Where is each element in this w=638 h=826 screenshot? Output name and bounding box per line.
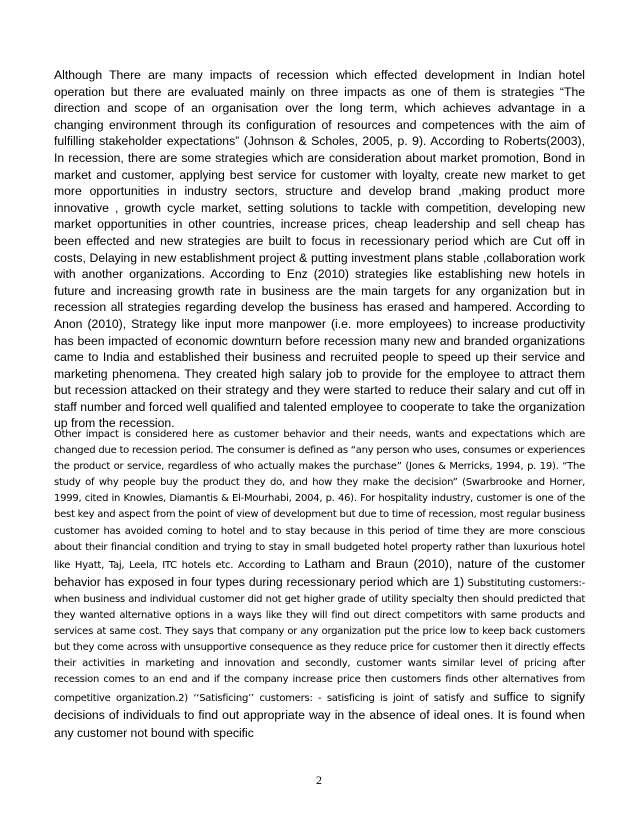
body-paragraph-customer-behavior	[54, 427, 585, 743]
paragraph-segment: Other impact is considered here as customer behavior and their needs, wants and expectations which are changed due to recession period. The consumer is defined as “any person who uses, consumes or experiences the product or service, regardless of who actually makes the purchase” (Jones & Merricks, 1994, p. 19). “The study of why people buy the product they do, and how they make the decision” (Swarbrooke and Horner, 1999, cited in Knowles, Diamantis & El-Mourhabi, 2004, p. 46). For hospitality industry, customer is one of the best key and aspect from the point of view of development but due to time of recession, most regular business customer has avoided coming to hotel and to stay because in this period of time they are more conscious about their financial condition and trying to stay in small budgeted hotel property rather than luxurious hotel like Hyatt, Taj, Leela, ITC hotels etc. According to	[54, 429, 585, 571]
page-number: 2	[316, 773, 322, 787]
paragraph-segment: Latham and Braun (2010), nature of the customer behavior has exposed in four types during recessionary period which are 1)	[54, 556, 586, 589]
body-paragraph-strategies: Although There are many impacts of recession which effected development in Indian hotel operation but there are evaluated mainly on three impacts as one of them is strategies “The direction and scope of an organisation over the long term, which achieves advantage in a changing environment through its configuration of resources and competences with the aim of fulfilling stakeholder expectations” (Johnson & Scholes, 2005, p. 9). According to Roberts(2003), In recession, there are some strategies which are consideration about market promotion, Bond in market and customer, applying best service for customer with loyalty, create new market to get more opportunities in industry sectors, structure and develop brand ,making product more innovative , growth cycle market, setting solutions to tackle with competition, developing new market opportunities in other countries, increase prices, cheap leadership and sell cheap has been effected and new strategies are built to focus in recessionary period which are Cut off in costs, Delaying in new establishment project & putting investment plans stable ,collaboration work with another organizations. According to Enz (2010) strategies like establishing new hotels in future and increasing growth rate in business are the main targets for any organization but in recession all strategies regarding develop the business has erased and hampered. According to Anon (2010), Strategy like input more manpower (i.e. more employees) to increase productivity has been impacted of economic downturn before recession many new and branded organizations came to India and established their business and recruited people to speed up their service and marketing phenomena. They created high salary job to provide for the employee to attract them but recession attacked on their strategy and they were started to reduce their salary and cut off in staff number and forced well qualified and talented employee to cooperate to take the organization up from the recession.	[54, 68, 585, 431]
paragraph-segment: Substituting customers:- when business and individual customer did not get higher grade of utility specialty then should predicted that they wanted alternative options in a ways like they will find out direct competitors with same products and services at same cost. They says that company or any organization put the price low to keep back customers but they come across with unsupportive consequence as they reduce price for customer then it directly effects their activities in marketing and innovation and secondly, customer wants similar level of pricing after recession comes to an end and if the company increase price then customers finds other alternatives from competitive organization.2) ‘‘Satisficing’’ customers: - satisficing is joint of satisfy and	[54, 577, 585, 704]
paragraph-segment: suffice to signify decisions of individuals to find out appropriate way in the absence of ideal ones. It is found when any customer not bound with specific	[54, 689, 585, 740]
